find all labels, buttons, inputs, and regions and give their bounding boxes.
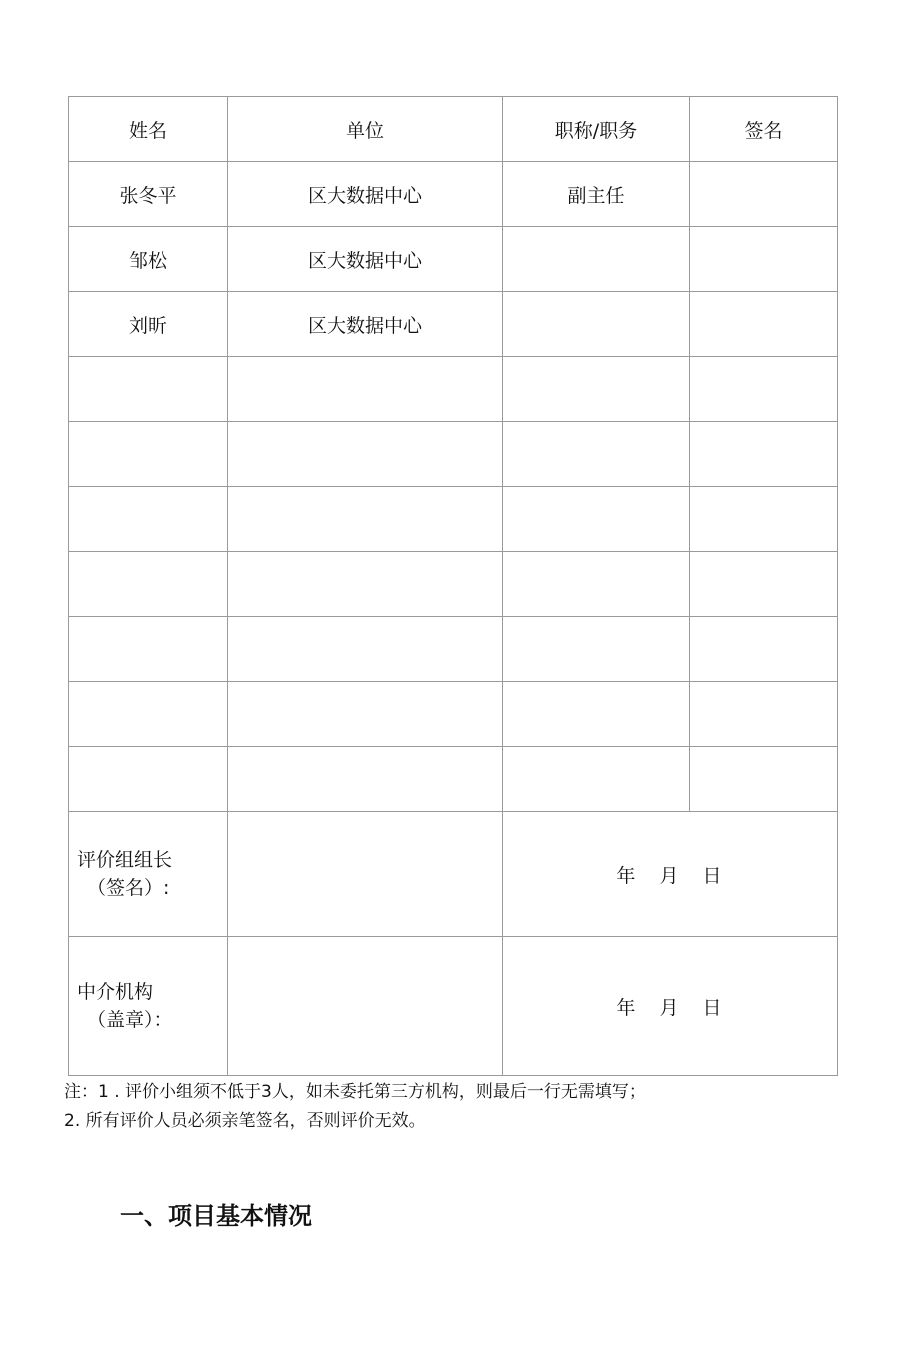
header-row	[69, 97, 838, 162]
cell-unit	[228, 617, 503, 682]
cell-unit	[228, 747, 503, 812]
cell-signature[interactable]	[690, 357, 838, 422]
cell-title	[503, 227, 690, 292]
header-unit: 单位	[228, 97, 503, 162]
cell-title	[503, 357, 690, 422]
table-row	[69, 682, 838, 747]
cell-signature[interactable]	[690, 422, 838, 487]
cell-signature[interactable]	[690, 292, 838, 357]
cell-title	[503, 292, 690, 357]
agency-date[interactable]	[503, 937, 838, 1076]
cell-unit	[228, 422, 503, 487]
cell-title	[503, 422, 690, 487]
leader-label-line2: （签名）:	[87, 877, 170, 899]
cell-unit	[228, 487, 503, 552]
cell-title	[503, 617, 690, 682]
cell-name	[69, 487, 228, 552]
agency-stamp-field[interactable]	[228, 937, 503, 1076]
leader-signature-field[interactable]	[228, 812, 503, 937]
table-row	[69, 487, 838, 552]
agency-row	[69, 937, 838, 1076]
cell-unit: 区大数据中心	[228, 292, 503, 357]
cell-signature[interactable]	[690, 682, 838, 747]
table-row	[69, 162, 838, 227]
agency-date-year: 年	[616, 996, 638, 1019]
cell-name	[69, 747, 228, 812]
cell-name	[69, 617, 228, 682]
cell-title	[503, 682, 690, 747]
cell-signature[interactable]	[690, 162, 838, 227]
leader-label	[69, 812, 228, 937]
agency-label	[69, 937, 228, 1076]
cell-name: 张冬平	[69, 162, 228, 227]
cell-signature[interactable]	[690, 552, 838, 617]
cell-name	[69, 682, 228, 747]
section-heading: 一、项目基本情况	[120, 1202, 312, 1230]
cell-name	[69, 552, 228, 617]
agency-date-month: 月	[659, 996, 681, 1019]
agency-label-line1: 中介机构	[77, 981, 154, 1003]
leader-date-year: 年	[616, 864, 638, 887]
leader-date-month: 月	[659, 864, 681, 887]
header-name: 姓名	[69, 97, 228, 162]
table-row	[69, 552, 838, 617]
cell-name: 邹松	[69, 227, 228, 292]
agency-label-line2: （盖章）：	[87, 1009, 173, 1031]
note-line-1: 注：1 . 评价小组须不低于3人，如未委托第三方机构，则最后一行无需填写；	[64, 1082, 646, 1102]
table-row	[69, 357, 838, 422]
leader-label-line1: 评价组组长	[77, 849, 173, 871]
cell-unit: 区大数据中心	[228, 162, 503, 227]
cell-signature[interactable]	[690, 227, 838, 292]
table-row	[69, 227, 838, 292]
table-row	[69, 747, 838, 812]
cell-title	[503, 552, 690, 617]
note-line-2: 2. 所有评价人员必须亲笔签名，否则评价无效。	[64, 1111, 426, 1131]
leader-date-day: 日	[702, 864, 724, 887]
leader-row	[69, 812, 838, 937]
cell-title: 副主任	[503, 162, 690, 227]
evaluator-signature-table	[68, 96, 838, 1076]
cell-title	[503, 487, 690, 552]
table-row	[69, 422, 838, 487]
table-row	[69, 292, 838, 357]
cell-signature[interactable]	[690, 747, 838, 812]
cell-unit: 区大数据中心	[228, 227, 503, 292]
cell-unit	[228, 552, 503, 617]
leader-date[interactable]	[503, 812, 838, 937]
cell-name	[69, 422, 228, 487]
table-row	[69, 617, 838, 682]
header-title: 职称/职务	[503, 97, 690, 162]
cell-name: 刘昕	[69, 292, 228, 357]
cell-title	[503, 747, 690, 812]
cell-signature[interactable]	[690, 487, 838, 552]
cell-name	[69, 357, 228, 422]
notes	[64, 1078, 646, 1136]
cell-unit	[228, 682, 503, 747]
cell-unit	[228, 357, 503, 422]
cell-signature[interactable]	[690, 617, 838, 682]
agency-date-day: 日	[702, 996, 724, 1019]
header-signature: 签名	[690, 97, 838, 162]
